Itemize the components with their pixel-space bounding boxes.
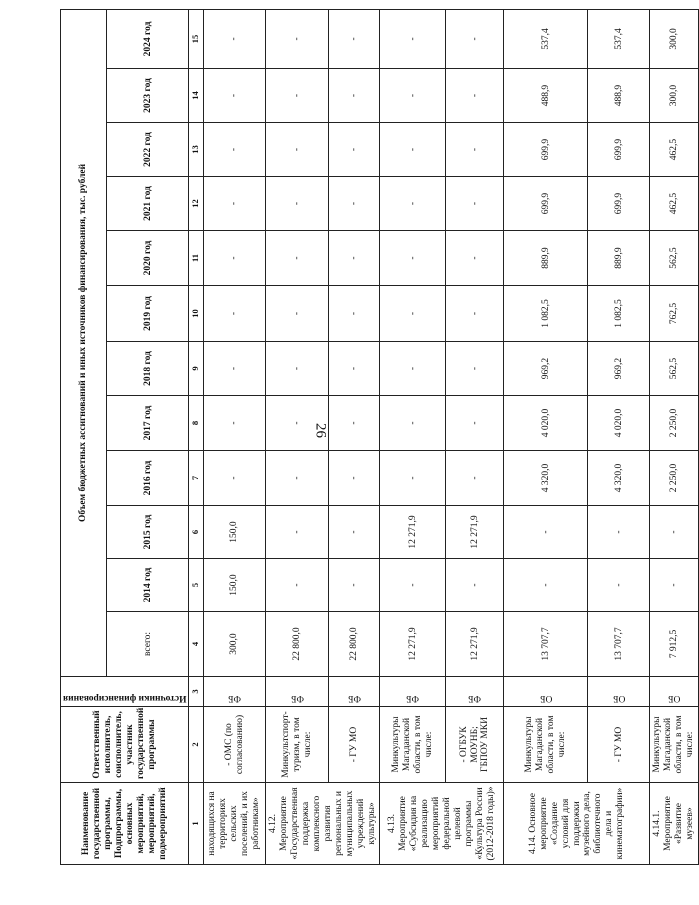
row-source: ОБ: [668, 693, 681, 703]
table-body: [204, 9, 699, 864]
row-year-value: -: [588, 559, 650, 612]
row-year-value: 562,5: [650, 342, 699, 396]
row-year-value: -: [329, 559, 380, 612]
row-year-value: -: [204, 9, 266, 68]
row-year-value: -: [204, 286, 266, 342]
row-year-value: -: [329, 286, 380, 342]
header-year: 2014 год: [107, 559, 189, 612]
row-year-value: 537,4: [504, 9, 588, 68]
header-funding-title: Объем бюджетных ассигнований и иных источников финансирования, тыс. рублей: [61, 9, 107, 676]
col-number: 14: [189, 69, 204, 123]
col-number: 15: [189, 9, 204, 68]
row-source-cell: [504, 677, 588, 707]
row-total: 13 707,7: [588, 612, 650, 677]
row-source-cell: [266, 677, 329, 707]
row-responsible: Минкультуры Магаданской области, в том числе:: [650, 707, 699, 783]
row-responsible: - ОГБУК МОУНБ; ГБПОУ МКИ: [446, 707, 504, 783]
row-year-value: 488,9: [504, 69, 588, 123]
row-name: 4.12. Мероприятие «Государственная поддержка комплексного развития региональных и муниципальных учреждений культуры»: [266, 783, 380, 865]
header-year: 2022 год: [107, 123, 189, 177]
row-year-value: -: [380, 69, 446, 123]
row-year-value: -: [266, 342, 329, 396]
row-year-value: 2 250,0: [650, 451, 699, 506]
row-year-value: -: [204, 396, 266, 451]
row-year-value: -: [266, 231, 329, 286]
row-year-value: 889,9: [588, 231, 650, 286]
row-year-value: -: [204, 342, 266, 396]
row-year-value: -: [380, 342, 446, 396]
row-year-value: 969,2: [504, 342, 588, 396]
table-row: [504, 9, 588, 864]
row-responsible: - ОМС (по согласованию): [204, 707, 266, 783]
row-year-value: 969,2: [588, 342, 650, 396]
col-number: 4: [189, 612, 204, 677]
row-year-value: 150,0: [204, 506, 266, 559]
row-year-value: -: [588, 506, 650, 559]
funding-table: [60, 9, 699, 865]
row-responsible: Минкультспорт-туризм, в том числе:: [266, 707, 329, 783]
row-year-value: 699,9: [504, 177, 588, 231]
row-source: ОБ: [612, 693, 626, 703]
page-number: 26: [312, 423, 329, 438]
row-year-value: -: [266, 9, 329, 68]
row-year-value: -: [204, 231, 266, 286]
row-year-value: -: [446, 177, 504, 231]
header-year: 2016 год: [107, 451, 189, 506]
header-year: 2024 год: [107, 9, 189, 68]
row-source-cell: [650, 677, 699, 707]
row-source: ФБ: [468, 693, 482, 703]
row-year-value: 4 320,0: [504, 451, 588, 506]
row-source-cell: [446, 677, 504, 707]
row-name: 4.13. Мероприятие «Субсидия на реализацию мероприятий федеральной целевой программы «Культура России (2012-2018 годы)»: [380, 783, 504, 865]
row-year-value: -: [380, 286, 446, 342]
header-name: Наименование государственной программы, Подпрограммы, основных мероприятий, мероприятий, подмероприятий: [61, 783, 189, 865]
row-year-value: 699,9: [588, 123, 650, 177]
row-year-value: -: [380, 123, 446, 177]
row-year-value: -: [266, 396, 329, 451]
row-responsible: - ГУ МО: [329, 707, 380, 783]
row-total: 22 800,0: [329, 612, 380, 677]
row-year-value: 488,9: [588, 69, 650, 123]
table-row: [650, 9, 699, 864]
row-year-value: 2 250,0: [650, 396, 699, 451]
row-year-value: -: [380, 559, 446, 612]
row-year-value: -: [329, 69, 380, 123]
row-source: ФБ: [228, 693, 242, 703]
row-year-value: -: [504, 506, 588, 559]
table-row: [204, 9, 266, 864]
row-responsible: Минкультуры Магаданской области, в том числе:: [504, 707, 588, 783]
row-year-value: -: [380, 9, 446, 68]
row-year-value: -: [380, 396, 446, 451]
col-number: 8: [189, 396, 204, 451]
col-number: 3: [189, 677, 204, 707]
header-total: всего:: [107, 612, 189, 677]
row-year-value: -: [329, 342, 380, 396]
row-year-value: -: [446, 559, 504, 612]
row-source: ФБ: [290, 693, 304, 703]
row-year-value: 300,0: [650, 9, 699, 68]
row-year-value: 4 020,0: [588, 396, 650, 451]
row-year-value: -: [380, 177, 446, 231]
row-year-value: -: [446, 231, 504, 286]
header-year: 2017 год: [107, 396, 189, 451]
row-year-value: -: [266, 451, 329, 506]
row-year-value: -: [446, 69, 504, 123]
row-year-value: -: [446, 451, 504, 506]
col-number: 1: [189, 783, 204, 865]
row-year-value: 462,5: [650, 177, 699, 231]
row-year-value: -: [329, 396, 380, 451]
row-year-value: -: [204, 69, 266, 123]
row-year-value: -: [446, 342, 504, 396]
row-year-value: 762,5: [650, 286, 699, 342]
row-source-cell: [329, 677, 380, 707]
row-name: 4.14.1. Мероприятие «Развитие музеев»: [650, 783, 699, 865]
rotated-table-container: [60, 10, 696, 865]
row-year-value: 699,9: [504, 123, 588, 177]
col-number: 2: [189, 707, 204, 783]
row-year-value: -: [380, 451, 446, 506]
row-total: 12 271,9: [446, 612, 504, 677]
row-year-value: 462,5: [650, 123, 699, 177]
row-year-value: -: [204, 123, 266, 177]
row-year-value: -: [446, 123, 504, 177]
col-number: 9: [189, 342, 204, 396]
row-year-value: 12 271,9: [380, 506, 446, 559]
header-year: 2020 год: [107, 231, 189, 286]
row-year-value: 4 320,0: [588, 451, 650, 506]
row-year-value: -: [504, 559, 588, 612]
row-source-cell: [380, 677, 446, 707]
header-year: 2021 год: [107, 177, 189, 231]
col-number: 12: [189, 177, 204, 231]
row-total: 22 800,0: [266, 612, 329, 677]
row-year-value: -: [650, 506, 699, 559]
col-number: 13: [189, 123, 204, 177]
row-year-value: 699,9: [588, 177, 650, 231]
header-responsible: Ответственный исполнитель, соисполнитель, участник государственной программы: [61, 707, 189, 783]
row-total: 13 707,7: [504, 612, 588, 677]
row-year-value: -: [204, 451, 266, 506]
row-name: находящихся на территориях сельских поселений, и их работникам»: [204, 783, 266, 865]
col-number: 6: [189, 506, 204, 559]
table-row: [588, 9, 650, 864]
row-total: 300,0: [204, 612, 266, 677]
header-year: 2023 год: [107, 69, 189, 123]
table-row: [329, 9, 380, 864]
col-number: 7: [189, 451, 204, 506]
table-row: [266, 9, 329, 864]
row-name: 4.14. Основное мероприятие «Создание условий для поддержки музейного дела, библиотечного дела и кинематографии»: [504, 783, 650, 865]
row-year-value: -: [329, 123, 380, 177]
row-year-value: -: [266, 69, 329, 123]
row-year-value: -: [446, 9, 504, 68]
header-source-cell: [61, 677, 189, 707]
row-year-value: -: [446, 396, 504, 451]
row-year-value: -: [650, 559, 699, 612]
header-year: 2015 год: [107, 506, 189, 559]
row-year-value: -: [329, 451, 380, 506]
col-number: 5: [189, 559, 204, 612]
row-year-value: 12 271,9: [446, 506, 504, 559]
row-source: ФБ: [406, 693, 420, 703]
row-year-value: 562,5: [650, 231, 699, 286]
row-year-value: -: [266, 286, 329, 342]
col-number: 11: [189, 231, 204, 286]
row-source: ОБ: [539, 693, 553, 703]
row-year-value: 537,4: [588, 9, 650, 68]
table-row: [446, 9, 504, 864]
row-year-value: -: [329, 177, 380, 231]
row-year-value: 300,0: [650, 69, 699, 123]
row-year-value: 150,0: [204, 559, 266, 612]
row-year-value: 1 082,5: [588, 286, 650, 342]
row-year-value: -: [446, 286, 504, 342]
row-year-value: -: [380, 231, 446, 286]
row-source-cell: [204, 677, 266, 707]
header-source: Источники финансирования: [63, 693, 187, 703]
row-year-value: -: [329, 506, 380, 559]
row-year-value: 1 082,5: [504, 286, 588, 342]
row-year-value: -: [204, 177, 266, 231]
header-year: 2018 год: [107, 342, 189, 396]
row-source: ФБ: [347, 693, 361, 703]
row-year-value: -: [266, 177, 329, 231]
col-number: 10: [189, 286, 204, 342]
row-year-value: -: [266, 506, 329, 559]
row-source-cell: [588, 677, 650, 707]
row-year-value: -: [329, 9, 380, 68]
row-total: 7 912,5: [650, 612, 699, 677]
row-year-value: 4 020,0: [504, 396, 588, 451]
row-year-value: -: [266, 559, 329, 612]
row-total: 12 271,9: [380, 612, 446, 677]
row-year-value: -: [266, 123, 329, 177]
row-year-value: -: [329, 231, 380, 286]
row-responsible: Минкультуры Магаданской области, в том числе:: [380, 707, 446, 783]
table-row: [380, 9, 446, 864]
row-responsible: - ГУ МО: [588, 707, 650, 783]
row-year-value: 889,9: [504, 231, 588, 286]
header-year: 2019 год: [107, 286, 189, 342]
